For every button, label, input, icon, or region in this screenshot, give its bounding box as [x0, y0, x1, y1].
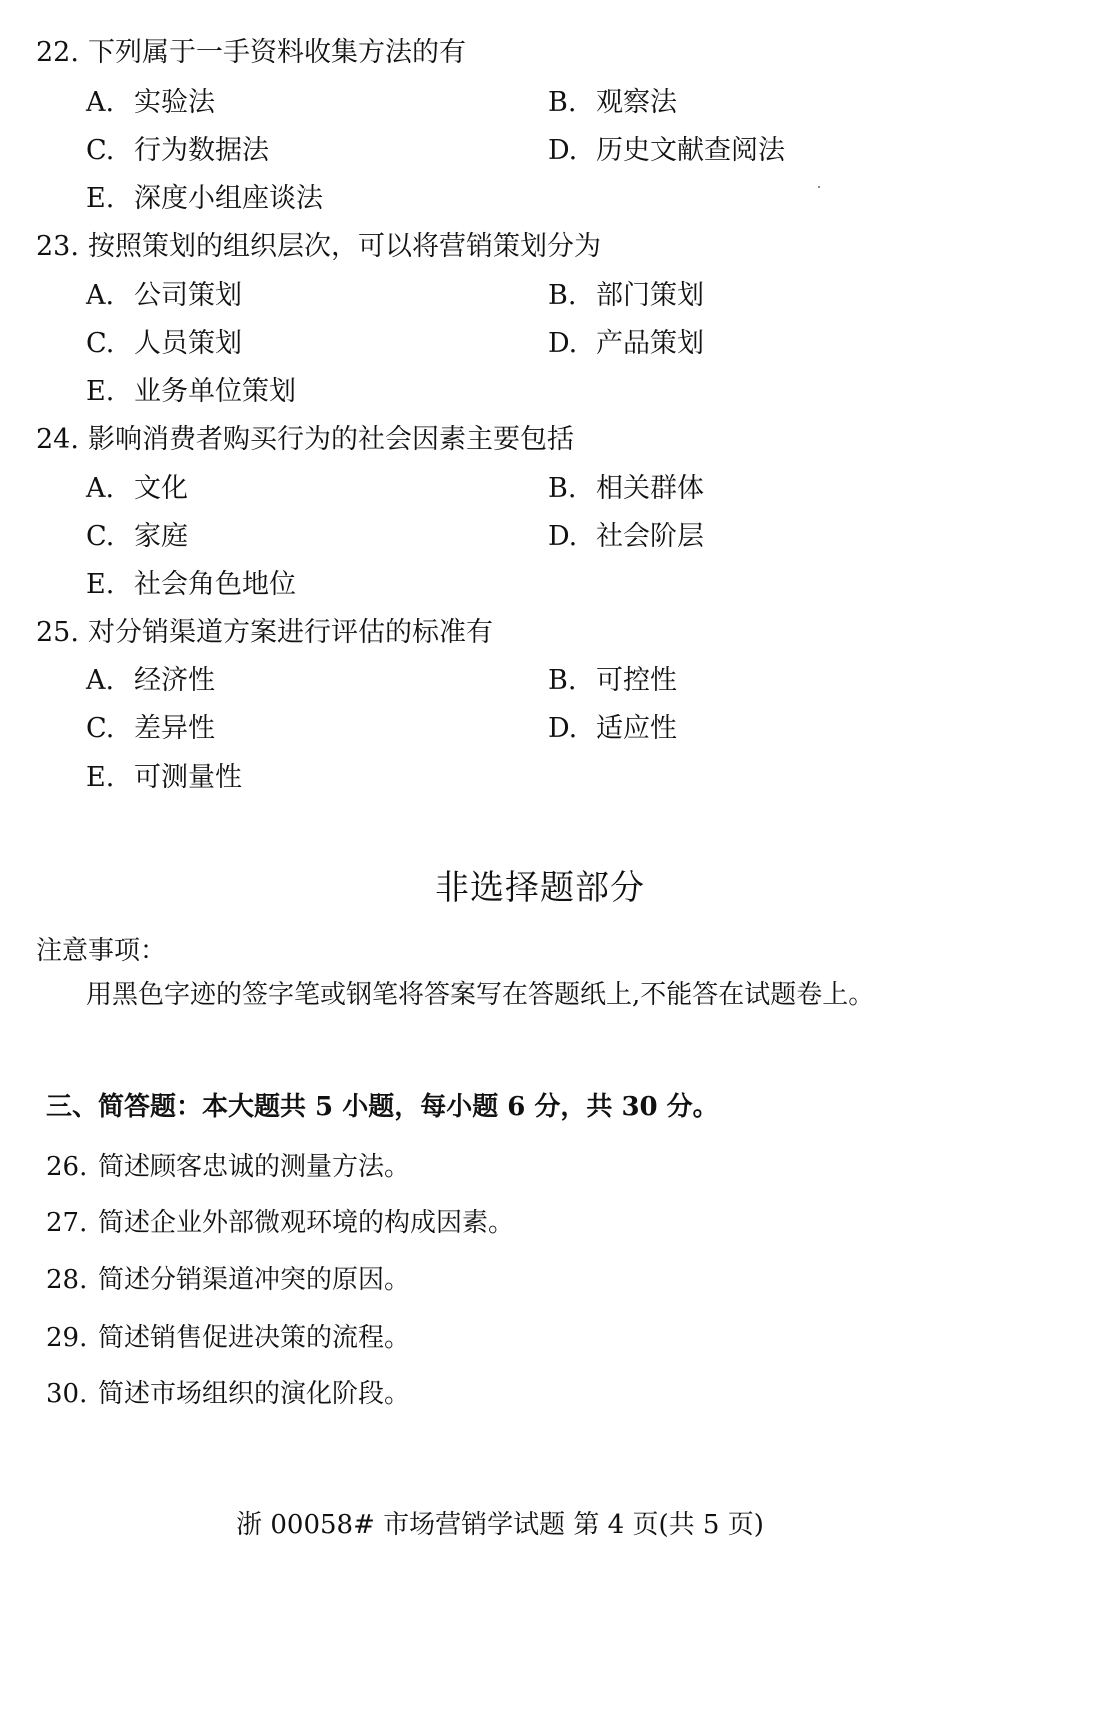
option-25-d [548, 706, 677, 745]
notice-heading: 注意事项： [36, 936, 167, 966]
option-text: 社会阶层 [596, 521, 704, 552]
option-25-e [86, 755, 242, 794]
question-number: 25. [36, 617, 79, 648]
option-letter: D. [548, 713, 578, 744]
option-24-c [86, 514, 188, 553]
option-text: 文化 [134, 473, 188, 504]
short-answer-29 [46, 1317, 410, 1354]
option-text: 实验法 [134, 87, 215, 118]
option-22-b [548, 80, 677, 119]
option-text: 人员策划 [134, 328, 242, 359]
option-text: 经济性 [134, 665, 215, 696]
option-24-b [548, 466, 704, 505]
short-answer-28 [46, 1259, 410, 1296]
option-text: 业务单位策划 [134, 376, 296, 407]
option-text: 公司策划 [134, 280, 242, 311]
option-text: 产品策划 [596, 328, 704, 359]
option-letter: E. [86, 762, 115, 793]
option-letter: C. [86, 521, 115, 552]
option-letter: B. [548, 665, 577, 696]
question-22 [36, 30, 466, 69]
option-letter: D. [548, 135, 578, 166]
option-text: 相关群体 [596, 473, 704, 504]
question-text: 按照策划的组织层次，可以将营销策划分为 [88, 231, 601, 262]
short-answer-26 [46, 1146, 410, 1183]
question-text: 简述市场组织的演化阶段。 [98, 1379, 411, 1409]
option-text: 深度小组座谈法 [134, 183, 323, 214]
question-24 [36, 417, 574, 456]
option-22-c [86, 128, 269, 167]
question-text: 简述销售促进决策的流程。 [98, 1323, 411, 1353]
page-footer: 浙 00058# 市场营销学试题 第 4 页(共 5 页) [236, 1510, 764, 1540]
question-number: 27. [46, 1208, 88, 1238]
option-text: 可测量性 [134, 762, 242, 793]
option-letter: E. [86, 569, 115, 600]
question-number: 29. [46, 1323, 88, 1353]
option-23-c [86, 321, 242, 360]
scan-speck [818, 186, 820, 188]
option-letter: C. [86, 713, 115, 744]
short-answer-30 [46, 1373, 410, 1410]
option-23-e [86, 369, 296, 408]
option-text: 观察法 [596, 87, 677, 118]
question-23 [36, 224, 601, 263]
option-letter: A. [86, 665, 115, 696]
option-letter: A. [86, 87, 115, 118]
option-text: 历史文献查阅法 [596, 135, 785, 166]
option-23-d [548, 321, 704, 360]
option-24-e [86, 562, 296, 601]
option-letter: C. [86, 328, 115, 359]
option-letter: E. [86, 183, 115, 214]
option-text: 家庭 [134, 521, 188, 552]
option-25-b [548, 658, 677, 697]
option-25-a [86, 658, 215, 697]
option-25-c [86, 706, 215, 745]
option-text: 行为数据法 [134, 135, 269, 166]
option-text: 部门策划 [596, 280, 704, 311]
question-text: 简述顾客忠诚的测量方法。 [98, 1152, 411, 1182]
question-number: 26. [46, 1152, 88, 1182]
option-letter: B. [548, 280, 577, 311]
option-letter: A. [86, 280, 115, 311]
question-text: 简述分销渠道冲突的原因。 [98, 1265, 411, 1295]
option-22-e [86, 176, 323, 215]
notice-text: 用黑色字迹的签字笔或钢笔将答案写在答题纸上,不能答在试题卷上。 [86, 980, 875, 1010]
question-text: 对分销渠道方案进行评估的标准有 [88, 617, 493, 648]
option-24-a [86, 466, 188, 505]
short-answer-27 [46, 1202, 514, 1239]
option-text: 适应性 [596, 713, 677, 744]
option-letter: E. [86, 376, 115, 407]
option-text: 可控性 [596, 665, 677, 696]
question-text: 简述企业外部微观环境的构成因素。 [98, 1208, 515, 1238]
option-letter: D. [548, 328, 578, 359]
question-number: 22. [36, 37, 79, 68]
question-number: 30. [46, 1379, 88, 1409]
option-23-b [548, 273, 704, 312]
question-number: 23. [36, 231, 79, 262]
option-letter: D. [548, 521, 578, 552]
option-text: 社会角色地位 [134, 569, 296, 600]
section-title: 非选择题部分 [435, 868, 645, 908]
option-text: 差异性 [134, 713, 215, 744]
option-24-d [548, 514, 704, 553]
option-22-d [548, 128, 785, 167]
question-text: 影响消费者购买行为的社会因素主要包括 [88, 424, 574, 455]
section3-heading: 三、简答题：本大题共 5 小题，每小题 6 分，共 30 分。 [46, 1092, 719, 1122]
question-25 [36, 610, 493, 649]
question-text: 下列属于一手资料收集方法的有 [88, 37, 466, 68]
question-number: 28. [46, 1265, 88, 1295]
option-23-a [86, 273, 242, 312]
option-letter: A. [86, 473, 115, 504]
option-22-a [86, 80, 215, 119]
option-letter: C. [86, 135, 115, 166]
option-letter: B. [548, 87, 577, 118]
option-letter: B. [548, 473, 577, 504]
question-number: 24. [36, 424, 79, 455]
